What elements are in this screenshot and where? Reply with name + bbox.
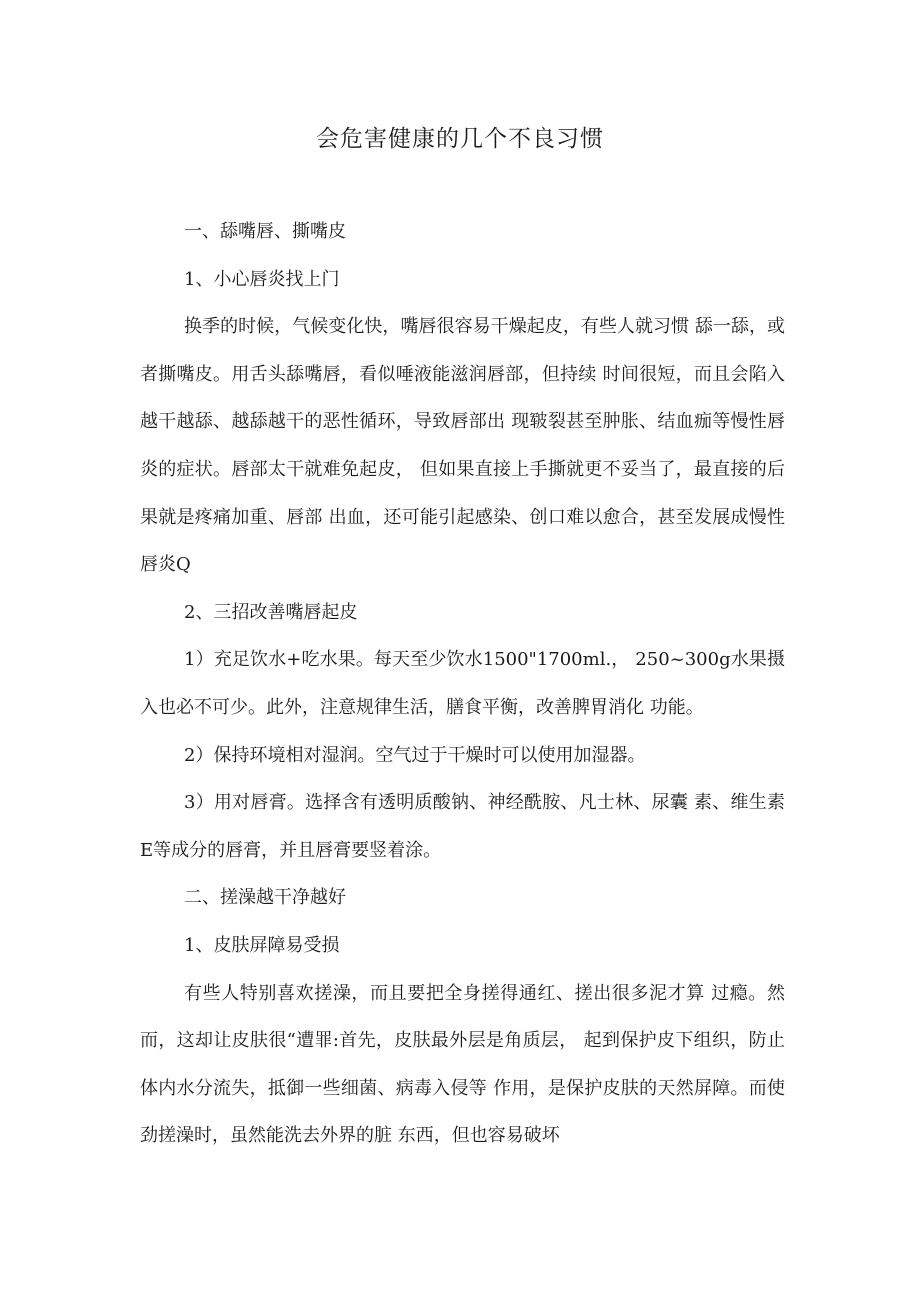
section-heading: 二、搓澡越干净越好 xyxy=(184,887,346,909)
subsection-heading: 1、小心唇炎找上门 xyxy=(184,268,340,290)
document-body xyxy=(140,208,785,1160)
document-title: 会危害健康的几个不良习惯 xyxy=(316,126,604,152)
list-item: 2）保持环境相对湿润。空气过于干燥时可以使用加湿器。 xyxy=(184,744,646,766)
body-paragraph: 换季的时候，气候变化快，嘴唇很容易干燥起皮，有些人就习惯 舔一舔，或者撕嘴皮。用舌头舔嘴唇，看似唾液能滋润唇部，但持续 时间很短，而且会陷入越干越舔、越舔越干的恶性循环，导致唇部出 现皲裂甚至肿胀、结血痂等慢性唇炎的症状。唇部太干就难免起皮， 但如果直接上手撕就更不妥当了，最直接的后果就是疼痛加重、唇部 出血，还可能引起感染、创口难以愈合，甚至发展成慢性唇炎Q xyxy=(140,316,785,576)
body-paragraph: 有些人特别喜欢搓澡，而且要把全身搓得通红、搓出很多泥才算 过瘾。然而，这却让皮肤很“遭罪:首先，皮肤最外层是角质层， 起到保护皮下组织，防止体内水分流失，抵御一些细菌、病毒入侵等 作用，是保护皮肤的天然屏障。而使劲搓澡时，虽然能洗去外界的脏 东西，但也容易破坏 xyxy=(140,982,785,1147)
section-heading: 一、舔嘴唇、撕嘴皮 xyxy=(184,221,346,242)
list-item: 3）用对唇膏。选择含有透明质酸钠、神经酰胺、凡士林、尿囊 素、维生素E等成分的唇膏，并且唇膏要竖着涂。 xyxy=(140,792,785,861)
subsection-heading: 2、三招改善嘴唇起皮 xyxy=(184,601,358,623)
subsection-heading: 1、皮肤屏障易受损 xyxy=(184,934,340,956)
list-item: 1）充足饮水+吃水果。每天至少饮水1500"1700ml.， 250~300g水果摄入也必不可少。此外，注意规律生活，膳食平衡，改善脾胃消化 功能。 xyxy=(140,649,785,718)
